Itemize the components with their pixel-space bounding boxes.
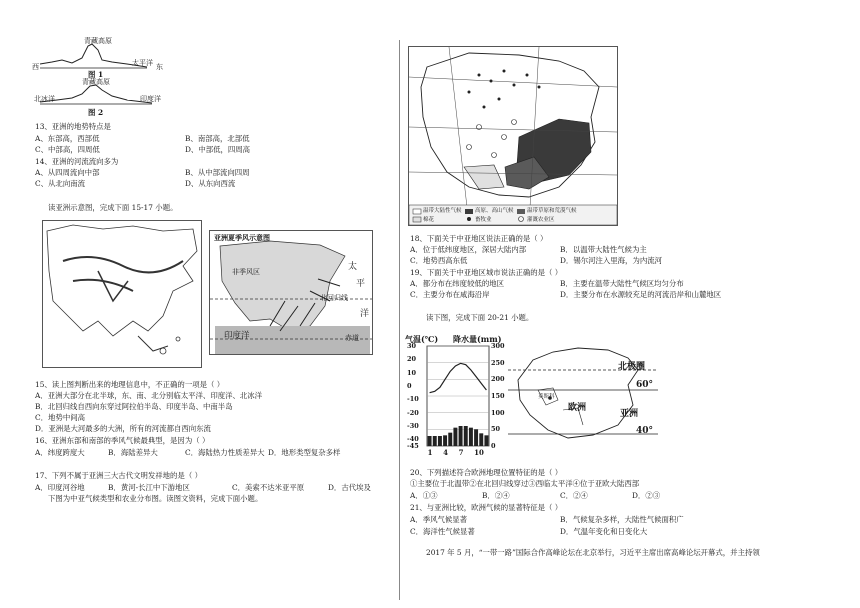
monsoon-nonmonsoon-label: 非季风区 bbox=[232, 268, 260, 276]
precip-bar-12 bbox=[484, 435, 488, 446]
precip-bar-9 bbox=[469, 428, 473, 446]
intro-18-19: 下图为中亚气候类型和农业分布图。读图文资料，完成下面小题。 bbox=[48, 494, 263, 503]
precip-tick-label: 0 bbox=[491, 442, 496, 450]
legend-cotton: 棉花 bbox=[423, 217, 435, 223]
q15-option-c: C．地势中间高 bbox=[35, 413, 85, 422]
temp-tick-label: -20 bbox=[407, 408, 419, 417]
precip-bar-5 bbox=[448, 433, 452, 446]
monsoon-pacific-2: 平 bbox=[356, 279, 366, 289]
monsoon-tropic-label: 北回归线 bbox=[320, 294, 348, 302]
month-tick-label: 7 bbox=[458, 448, 464, 457]
intro-20-21: 读下图，完成下面 20-21 小题。 bbox=[426, 313, 534, 322]
figure1-caption: 图 1 bbox=[88, 70, 104, 79]
q16-option-c: C．海陆热力性质差异大 bbox=[185, 448, 265, 457]
q20-line2: ①主要位于北温带②在北回归线穿过③西临太平洋④位于亚欧大陆西部 bbox=[410, 479, 640, 488]
monsoon-pacific-3: 洋 bbox=[360, 309, 370, 319]
precip-bar-11 bbox=[479, 433, 483, 446]
q15-option-a: A．亚洲大部分在北半球，东、南、北分别临太平洋、印度洋、北冰洋 bbox=[35, 391, 263, 400]
q19-stem: 19、下面关于中亚地区城市说法正确的是（ ） bbox=[410, 268, 563, 277]
q21-stem: 21、与亚洲比较，欧洲气候的显著特征是（ ） bbox=[410, 503, 563, 512]
footer-paragraph: 2017 年 5 月，“一带一路”国际合作高峰论坛在北京举行，习近平主席出席高峰论坛开幕式，并主持领 bbox=[426, 548, 760, 557]
temp-tick-label: -45 bbox=[407, 442, 419, 450]
europe-lat40-label: 40° bbox=[636, 426, 654, 436]
precip-bar-10 bbox=[474, 429, 478, 446]
precip-tick-label: 250 bbox=[491, 358, 505, 367]
q16-stem: 16、亚洲东部和南部的季风气候最典型，是因为（ ） bbox=[35, 436, 210, 445]
legend-continental: 温带大陆性气候 bbox=[423, 208, 462, 214]
europe-map bbox=[508, 340, 658, 450]
q16-option-a: A．纬度跨度大 bbox=[35, 448, 85, 457]
q21-option-c: C．海洋性气候显著 bbox=[410, 527, 475, 536]
q13-option-d: D、中部低，四周高 bbox=[185, 145, 251, 154]
q18-stem: 18、下面关于中亚地区说法正确的是（ ） bbox=[410, 234, 548, 243]
precip-tick-label: 300 bbox=[491, 342, 505, 350]
q19-option-d: D．主要分布在水源较充足的河流沿岸和山麓地区 bbox=[560, 290, 722, 299]
figure1-east-label: 东 bbox=[156, 63, 163, 71]
q14-option-d: D、从东向西流 bbox=[185, 179, 236, 188]
q15-stem: 15、读上图判断出来的地理信息中，不正确的一项是（ ） bbox=[35, 380, 225, 389]
q17-option-c: C．美索不达米亚平原 bbox=[232, 483, 305, 492]
month-tick-label: 10 bbox=[474, 448, 484, 457]
monsoon-indian-ocean-label: 印度洋 bbox=[224, 331, 250, 341]
q13-option-c: C、中部高，四周低 bbox=[35, 145, 100, 154]
legend-steppe: 温带草原和荒漠气候 bbox=[527, 208, 577, 214]
temp-tick-label: 0 bbox=[407, 382, 412, 390]
temp-tick-label: -30 bbox=[407, 422, 419, 430]
temp-tick-label: -40 bbox=[407, 435, 419, 444]
figure2-caption: 图 2 bbox=[88, 108, 104, 117]
precip-tick-label: 100 bbox=[491, 408, 505, 417]
climate-chart bbox=[405, 332, 515, 462]
q17-option-d: D．古代埃及 bbox=[328, 483, 371, 492]
precip-tick-label: 200 bbox=[491, 375, 505, 384]
q16-option-b: B．海陆差异大 bbox=[108, 448, 158, 457]
precip-bar-6 bbox=[453, 428, 457, 446]
legend-plateau: 高原、高山气候 bbox=[475, 208, 514, 214]
q13-option-b: B、南部高，北部低 bbox=[185, 134, 250, 143]
q19-option-b: B．主要在温带大陆性气候区均匀分布 bbox=[560, 279, 684, 288]
europe-label: 欧洲 bbox=[568, 403, 587, 413]
temp-tick-label: 30 bbox=[407, 342, 417, 350]
q21-option-a: A．季风气候显著 bbox=[410, 515, 468, 524]
figure1-west-label: 西 bbox=[32, 63, 39, 71]
figure1-ocean-label: 太平洋 bbox=[132, 59, 153, 67]
q18-option-d: D．锡尔河注入里海，为内流河 bbox=[560, 256, 663, 265]
precip-bar-2 bbox=[433, 436, 437, 446]
q13-stem: 13、亚洲的地势特点是 bbox=[35, 122, 111, 131]
q20-stem: 20、下列描述符合欧洲地理位置特征的是（ ） bbox=[410, 468, 563, 477]
q20-option-b: B．②④ bbox=[482, 491, 510, 500]
q15-option-b: B．北回归线自西向东穿过阿拉伯半岛、印度半岛、中南半岛 bbox=[35, 402, 233, 411]
q16-option-d: D．地形类型复杂多样 bbox=[268, 448, 341, 457]
q17-stem: 17、下列不属于亚洲三大古代文明发祥地的是（ ） bbox=[35, 471, 202, 480]
figure2-south-label: 印度洋 bbox=[140, 95, 161, 103]
temp-tick-label: -10 bbox=[407, 395, 419, 404]
figure2-north-label: 北冰洋 bbox=[34, 95, 55, 103]
precip-bar-3 bbox=[438, 436, 442, 446]
asia-map-svg bbox=[43, 221, 201, 367]
column-divider bbox=[399, 40, 400, 600]
q20-option-c: C．②④ bbox=[560, 491, 588, 500]
precip-bar-1 bbox=[428, 436, 432, 446]
precip-tick-label: 150 bbox=[491, 392, 505, 400]
q13-option-a: A、东部高，西部低 bbox=[35, 134, 100, 143]
europe-arctic-label: 北极圈 bbox=[618, 362, 646, 372]
figure1-peak-label: 青藏高原 bbox=[84, 37, 112, 45]
europe-lat60-label: 60° bbox=[636, 380, 654, 390]
central-asia-map-svg bbox=[409, 47, 617, 225]
legend-livestock: 畜牧业 bbox=[475, 217, 492, 223]
asia-label: 亚洲 bbox=[620, 409, 639, 419]
precip-tick-label: 50 bbox=[491, 425, 501, 434]
monsoon-map-title: 亚洲夏季风示意图 bbox=[214, 233, 270, 242]
figure2-peak-label: 青藏高原 bbox=[82, 78, 110, 86]
month-tick-label: 1 bbox=[427, 448, 433, 457]
asia-map bbox=[42, 220, 202, 368]
precip-bar-4 bbox=[443, 435, 447, 446]
q18-option-a: A．位于低纬度地区，深居大陆内部 bbox=[410, 245, 527, 254]
q14-option-a: A、从四周流向中部 bbox=[35, 168, 100, 177]
legend-irrigation: 灌溉农业区 bbox=[527, 217, 555, 223]
q21-option-d: D．气温年变化和日变化大 bbox=[560, 527, 648, 536]
central-asia-map bbox=[408, 46, 618, 226]
precip-bar-8 bbox=[464, 426, 468, 446]
q17-option-a: A．印度河谷地 bbox=[35, 483, 85, 492]
q19-option-c: C．主要分布在咸海沿岸 bbox=[410, 290, 490, 299]
q17-option-b: B．黄河-长江中下游地区 bbox=[108, 483, 190, 492]
intro-15-17: 读亚洲示意图，完成下面 15-17 小题。 bbox=[48, 203, 178, 212]
q20-option-d: D．②③ bbox=[632, 491, 661, 500]
q21-option-b: B．气候复杂多样，大陆性气候面积广 bbox=[560, 515, 684, 524]
month-tick-label: 4 bbox=[443, 448, 448, 457]
temp-tick-label: 20 bbox=[407, 355, 417, 364]
europe-station-label: 莫斯科 bbox=[538, 394, 555, 400]
precip-bar-7 bbox=[459, 426, 463, 446]
q19-option-a: A．都分布在纬度较低的地区 bbox=[410, 279, 505, 288]
chart-prec-label: 降水量(mm) bbox=[453, 334, 502, 344]
monsoon-pacific-1: 太 bbox=[348, 262, 358, 272]
q18-option-b: B．以温带大陆性气候为主 bbox=[560, 245, 647, 254]
q18-option-c: C．地势西高东低 bbox=[410, 256, 468, 265]
chart-temp-label: 气温(℃) bbox=[405, 334, 439, 344]
q14-stem: 14、亚洲的河流流向多为 bbox=[35, 157, 119, 166]
q15-option-d: D．亚洲是大河最多的大洲，所有的河流都自西向东流 bbox=[35, 424, 211, 433]
monsoon-equator-label: 赤道 bbox=[345, 334, 359, 342]
q20-option-a: A．①③ bbox=[410, 491, 438, 500]
q14-option-c: C、从北向南流 bbox=[35, 179, 85, 188]
q14-option-b: B、从中部流向四周 bbox=[185, 168, 250, 177]
temp-tick-label: 10 bbox=[407, 368, 417, 377]
monsoon-map bbox=[209, 230, 373, 355]
